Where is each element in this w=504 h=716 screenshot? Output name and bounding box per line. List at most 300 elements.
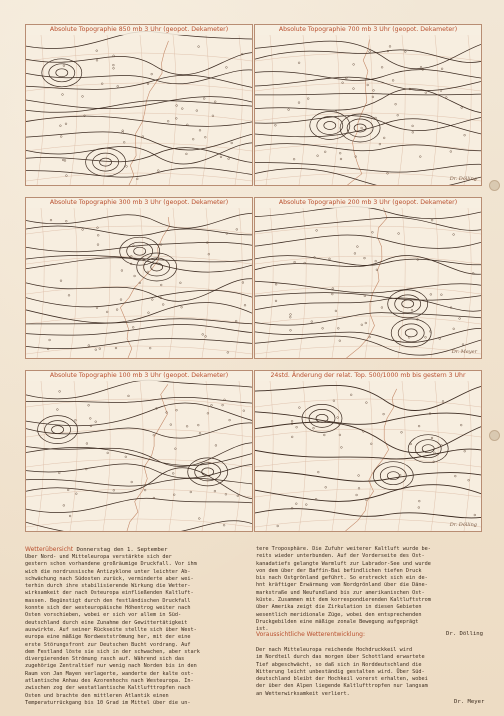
station-marker bbox=[59, 391, 61, 393]
station-marker bbox=[131, 481, 133, 483]
station-marker bbox=[364, 257, 366, 259]
station-marker bbox=[431, 219, 433, 221]
station-marker bbox=[430, 294, 432, 296]
station-marker bbox=[367, 84, 369, 86]
isohypse-contour bbox=[255, 422, 481, 452]
station-marker bbox=[439, 338, 441, 340]
meridian-line bbox=[103, 208, 110, 358]
station-marker bbox=[242, 282, 244, 284]
closed-contour bbox=[310, 112, 350, 140]
parallel-line bbox=[255, 459, 481, 467]
isohypse-contour bbox=[26, 226, 252, 236]
station-marker bbox=[68, 294, 70, 296]
station-marker bbox=[462, 344, 464, 346]
station-marker bbox=[126, 166, 128, 168]
parallel-line bbox=[26, 173, 252, 181]
station-marker bbox=[113, 64, 115, 66]
closed-contour bbox=[86, 148, 126, 176]
station-marker bbox=[181, 108, 183, 110]
isohypse-contour bbox=[26, 319, 252, 324]
station-marker bbox=[425, 336, 427, 338]
station-marker bbox=[147, 271, 149, 273]
station-marker bbox=[96, 307, 98, 309]
station-marker bbox=[412, 131, 414, 133]
map-700mb bbox=[254, 24, 482, 186]
station-marker bbox=[389, 46, 391, 48]
isohypse-contour bbox=[255, 412, 481, 425]
isohypse-contour bbox=[26, 521, 252, 531]
station-marker bbox=[75, 493, 77, 495]
parallel-line bbox=[255, 346, 481, 354]
meridian-line bbox=[202, 381, 209, 531]
station-marker bbox=[151, 299, 153, 301]
isohypse-contour bbox=[26, 168, 252, 177]
station-marker bbox=[130, 255, 132, 257]
station-marker bbox=[199, 432, 201, 434]
station-marker bbox=[298, 102, 300, 104]
contour-map-thickness-change bbox=[255, 371, 481, 531]
punch-hole bbox=[489, 430, 500, 441]
coastline bbox=[346, 389, 397, 531]
station-marker bbox=[125, 456, 127, 458]
parallel-line bbox=[26, 286, 252, 294]
parallel-line bbox=[26, 53, 252, 61]
isohypse-contour bbox=[255, 336, 481, 355]
station-marker bbox=[215, 445, 217, 447]
parallel-line bbox=[255, 143, 481, 151]
station-marker bbox=[420, 66, 422, 68]
closed-contour bbox=[317, 117, 343, 135]
coastline bbox=[348, 40, 370, 186]
station-marker bbox=[460, 424, 462, 426]
parallel-line bbox=[255, 316, 481, 324]
closed-contour bbox=[202, 468, 214, 476]
parallel-line bbox=[255, 226, 481, 234]
meridian-line bbox=[103, 381, 110, 531]
station-marker bbox=[395, 103, 397, 105]
map-300mb bbox=[25, 197, 253, 359]
station-marker bbox=[431, 437, 433, 439]
meridian-line bbox=[202, 35, 209, 185]
station-marker bbox=[361, 324, 363, 326]
meridian-line bbox=[37, 208, 44, 358]
isohypse-contour bbox=[26, 290, 252, 307]
station-marker bbox=[214, 490, 216, 492]
meridian-line bbox=[365, 35, 372, 185]
station-marker bbox=[441, 294, 443, 296]
meridian-line bbox=[136, 208, 143, 358]
closed-contour bbox=[195, 463, 221, 481]
station-marker bbox=[474, 514, 476, 516]
station-marker bbox=[50, 219, 52, 221]
station-marker bbox=[117, 85, 119, 87]
closed-contour bbox=[324, 122, 336, 130]
meridian-line bbox=[398, 35, 405, 185]
station-marker bbox=[142, 136, 144, 138]
map-100mb bbox=[25, 370, 253, 532]
station-marker bbox=[223, 524, 225, 526]
station-marker bbox=[186, 153, 188, 155]
station-marker bbox=[202, 334, 204, 336]
station-marker bbox=[157, 170, 159, 172]
isohypse-contour bbox=[255, 89, 481, 113]
station-marker bbox=[128, 395, 130, 397]
station-marker bbox=[99, 348, 101, 350]
station-marker bbox=[339, 152, 341, 154]
map-thickness-change bbox=[254, 370, 482, 532]
station-marker bbox=[58, 472, 60, 474]
station-marker bbox=[181, 306, 183, 308]
station-marker bbox=[60, 280, 62, 282]
closed-contour bbox=[405, 329, 417, 337]
station-marker bbox=[244, 304, 246, 306]
coastline bbox=[347, 207, 388, 358]
closed-contour bbox=[134, 247, 146, 255]
meridian-line bbox=[332, 208, 339, 358]
forecast-label: Voraussichtliche Wetterentwicklung: bbox=[256, 631, 365, 638]
station-marker bbox=[383, 413, 385, 415]
isohypse-contour bbox=[26, 324, 252, 335]
map-signature: Dr. Meyer bbox=[451, 349, 477, 355]
station-marker bbox=[123, 141, 125, 143]
closed-contour bbox=[45, 421, 71, 439]
closed-contour bbox=[380, 467, 406, 485]
station-marker bbox=[293, 158, 295, 160]
station-marker bbox=[332, 288, 334, 290]
overview-right-column: tere Troposphäre. Die Zufuhr weiterer Kaltluft wurde be- reits wieder unterbunden. Auf der Vorderseite des Ost- kanadatiefs gelangte Warmluft zur Labrador-See und wurde von dem über der Baffin-Bai befindlichen tiefen Druck bis nach Ostgrönland geführt. So erstreckt sich ein de- hnt kräftiger Erwärmung vom Nordgrönland über die Däne- markstraße und Neufundland bis zur amerikanischen Ost- küste. Zusammen mit dem korrespondierenden Kaltluftstrom über Amerika zeigt die Zirkulation in diesen Gebieten wesentlich meridionale Züge, wobei den entsprechenden Druckgebilden eine mäßige zonale Bewegung aufgeprägt ist. bbox=[256, 546, 431, 633]
station-marker bbox=[298, 62, 300, 64]
station-marker bbox=[337, 327, 339, 329]
station-marker bbox=[353, 88, 355, 90]
map-signature: Dr. Dölling bbox=[449, 176, 477, 182]
station-marker bbox=[450, 151, 452, 153]
station-marker bbox=[60, 125, 62, 127]
meridian-line bbox=[70, 381, 77, 531]
station-marker bbox=[176, 409, 178, 411]
contour-map-300mb bbox=[26, 198, 252, 358]
closed-contour bbox=[422, 445, 434, 453]
station-marker bbox=[211, 404, 213, 406]
map-signature: Dr. Dölling bbox=[449, 522, 477, 528]
station-marker bbox=[97, 244, 99, 246]
station-marker bbox=[88, 345, 90, 347]
station-marker bbox=[62, 159, 64, 161]
station-marker bbox=[372, 231, 374, 233]
station-marker bbox=[364, 295, 366, 297]
parallel-line bbox=[26, 226, 252, 234]
station-marker bbox=[373, 90, 375, 92]
station-marker bbox=[95, 421, 97, 423]
isohypse-contour bbox=[26, 397, 252, 403]
station-marker bbox=[317, 471, 319, 473]
meridian-line bbox=[37, 381, 44, 531]
station-marker bbox=[398, 233, 400, 235]
station-marker bbox=[192, 138, 194, 140]
meridian-line bbox=[235, 381, 242, 531]
meridian-line bbox=[398, 381, 405, 531]
closed-contour bbox=[398, 324, 424, 342]
parallel-line bbox=[255, 399, 481, 407]
station-marker bbox=[65, 220, 67, 222]
station-marker bbox=[445, 97, 447, 99]
station-marker bbox=[134, 275, 136, 277]
station-marker bbox=[317, 155, 319, 157]
station-marker bbox=[198, 46, 200, 48]
station-marker bbox=[172, 473, 174, 475]
station-marker bbox=[82, 96, 84, 98]
parallel-line bbox=[255, 256, 481, 264]
station-marker bbox=[275, 300, 277, 302]
station-marker bbox=[288, 109, 290, 111]
station-marker bbox=[96, 50, 98, 52]
station-marker bbox=[229, 419, 231, 421]
station-marker bbox=[333, 400, 335, 402]
station-marker bbox=[419, 156, 421, 158]
parallel-line bbox=[255, 519, 481, 527]
station-marker bbox=[277, 525, 279, 527]
meridian-line bbox=[365, 208, 372, 358]
station-marker bbox=[197, 424, 199, 426]
meridian-line bbox=[431, 381, 438, 531]
isohypse-contour bbox=[255, 385, 481, 410]
isohypse-contour bbox=[255, 217, 481, 232]
station-marker bbox=[121, 270, 123, 272]
station-marker bbox=[291, 436, 293, 438]
parallel-line bbox=[255, 173, 481, 181]
station-marker bbox=[214, 101, 216, 103]
station-marker bbox=[167, 120, 169, 122]
station-marker bbox=[180, 282, 182, 284]
isohypse-contour bbox=[26, 132, 252, 150]
meridian-line bbox=[464, 381, 471, 531]
station-marker bbox=[113, 489, 115, 491]
station-marker bbox=[291, 420, 293, 422]
station-marker bbox=[198, 518, 200, 520]
station-marker bbox=[60, 136, 62, 138]
closed-contour bbox=[316, 414, 328, 422]
station-marker bbox=[366, 402, 368, 404]
station-marker bbox=[275, 283, 277, 285]
isohypse-contour bbox=[255, 77, 481, 91]
parallel-line bbox=[255, 113, 481, 121]
closed-contour bbox=[52, 426, 64, 434]
closed-contour bbox=[395, 295, 421, 313]
isohypse-contour bbox=[255, 313, 481, 325]
station-marker bbox=[153, 434, 155, 436]
station-marker bbox=[311, 321, 313, 323]
isohypse-contour bbox=[255, 144, 481, 151]
station-marker bbox=[136, 178, 138, 180]
station-marker bbox=[375, 117, 377, 119]
meridian-line bbox=[136, 35, 143, 185]
station-marker bbox=[339, 340, 341, 342]
station-marker bbox=[231, 142, 233, 144]
parallel-line bbox=[26, 346, 252, 354]
contour-map-200mb bbox=[255, 198, 481, 358]
map-title: Absolute Topographie 200 mb 3 Uhr (geopot. Dekameter) bbox=[255, 198, 481, 208]
station-marker bbox=[341, 447, 343, 449]
station-marker bbox=[204, 136, 206, 138]
isohypse-contour bbox=[26, 148, 252, 163]
station-marker bbox=[63, 505, 65, 507]
station-marker bbox=[313, 427, 315, 429]
station-marker bbox=[305, 504, 307, 506]
station-marker bbox=[227, 352, 229, 354]
overview-label: Wetterübersicht bbox=[25, 546, 74, 553]
closed-contour bbox=[120, 237, 160, 265]
parallel-line bbox=[255, 53, 481, 61]
isohypse-contour bbox=[255, 235, 481, 248]
station-marker bbox=[290, 314, 292, 316]
closed-contour bbox=[127, 242, 153, 260]
station-marker bbox=[461, 107, 463, 109]
meridian-line bbox=[431, 208, 438, 358]
station-marker bbox=[170, 424, 172, 426]
station-marker bbox=[404, 51, 406, 53]
station-marker bbox=[82, 229, 84, 231]
forecast-author: Dr. Meyer bbox=[454, 699, 485, 705]
map-title: Absolute Topographie 700 mb 3 Uhr (geopot. Dekameter) bbox=[255, 25, 481, 35]
isohypse-contour bbox=[255, 470, 481, 481]
station-marker bbox=[63, 65, 65, 67]
overview-author: Dr. Dölling bbox=[446, 631, 484, 637]
meridian-line bbox=[235, 35, 242, 185]
closed-contour bbox=[144, 258, 170, 276]
station-marker bbox=[75, 419, 77, 421]
station-marker bbox=[199, 129, 201, 131]
station-marker bbox=[410, 443, 412, 445]
parallel-line bbox=[26, 399, 252, 407]
station-marker bbox=[222, 404, 224, 406]
station-marker bbox=[365, 322, 367, 324]
station-marker bbox=[335, 310, 337, 312]
forecast-heading bbox=[256, 631, 365, 639]
isohypse-contour bbox=[26, 380, 252, 399]
station-marker bbox=[88, 404, 90, 406]
overview-heading bbox=[25, 546, 167, 554]
punch-hole bbox=[489, 180, 500, 191]
parallel-line bbox=[26, 143, 252, 151]
station-marker bbox=[95, 349, 97, 351]
map-title: 24std. Änderung der relat. Top. 500/1000 mb bis gestern 3 Uhr bbox=[255, 371, 481, 381]
meridian-line bbox=[235, 208, 242, 358]
station-marker bbox=[228, 158, 230, 160]
closed-contour bbox=[56, 69, 68, 77]
contour-map-850mb bbox=[26, 25, 252, 185]
station-marker bbox=[162, 304, 164, 306]
station-marker bbox=[97, 234, 99, 236]
station-marker bbox=[89, 418, 91, 420]
station-marker bbox=[441, 68, 443, 70]
station-marker bbox=[69, 515, 71, 517]
meridian-line bbox=[332, 381, 339, 531]
station-marker bbox=[401, 431, 403, 433]
map-title: Absolute Topographie 850 mb 3 Uhr (geopot. Dekameter) bbox=[26, 25, 252, 35]
isohypse-contour bbox=[255, 119, 481, 137]
station-marker bbox=[203, 98, 205, 100]
contour-map-100mb bbox=[26, 371, 252, 531]
station-marker bbox=[57, 409, 59, 411]
closed-contour bbox=[38, 416, 78, 444]
station-marker bbox=[464, 450, 466, 452]
isohypse-contour bbox=[26, 403, 252, 426]
station-marker bbox=[375, 260, 377, 262]
station-marker bbox=[144, 489, 146, 491]
station-marker bbox=[236, 229, 238, 231]
isohypse-contour bbox=[255, 41, 481, 69]
station-marker bbox=[392, 80, 394, 82]
station-marker bbox=[350, 394, 352, 396]
station-marker bbox=[353, 64, 355, 66]
isohypse-contour bbox=[255, 298, 481, 311]
forecast-text: Der nach Mitteleuropa reichende Hochdruckkeil wird im Nordteil durch das morgen über Schottland erwartete Tief abgeschwächt, so daß sich in Norddeutschland die Witterung leicht unbeständig gestalten wird. Über Süd- deutschland bleibt der Hochkeil vorerst erhalten, wobei der über den Alpen liegende Kaltlufttropfen nur langsam an Wetterwirksamkeit verliert. bbox=[256, 647, 428, 697]
station-marker bbox=[322, 327, 324, 329]
station-marker bbox=[151, 73, 153, 75]
closed-contour bbox=[408, 435, 448, 463]
closed-contour bbox=[402, 300, 414, 308]
station-marker bbox=[340, 158, 342, 160]
station-marker bbox=[290, 329, 292, 331]
station-marker bbox=[442, 401, 444, 403]
station-marker bbox=[299, 407, 301, 409]
station-marker bbox=[358, 475, 360, 477]
closed-contour bbox=[137, 253, 177, 281]
meridian-line bbox=[70, 35, 77, 185]
station-marker bbox=[381, 66, 383, 68]
station-marker bbox=[323, 434, 325, 436]
isohypse-contour bbox=[255, 293, 481, 301]
closed-contour bbox=[49, 64, 75, 82]
station-marker bbox=[425, 92, 427, 94]
closed-contour bbox=[100, 158, 112, 166]
parallel-line bbox=[26, 519, 252, 527]
station-marker bbox=[454, 475, 456, 477]
isohypse-contour bbox=[26, 97, 252, 109]
station-marker bbox=[196, 110, 198, 112]
map-200mb bbox=[254, 197, 482, 359]
station-marker bbox=[113, 67, 115, 69]
map-title: Absolute Topographie 300 mb 3 Uhr (geopot. Dekameter) bbox=[26, 198, 252, 208]
station-marker bbox=[329, 258, 331, 260]
station-marker bbox=[369, 51, 371, 53]
station-marker bbox=[337, 417, 339, 419]
overview-date: Donnerstag den 1. September bbox=[76, 547, 168, 553]
station-marker bbox=[186, 425, 188, 427]
meridian-line bbox=[37, 35, 44, 185]
station-marker bbox=[331, 293, 333, 295]
station-marker bbox=[243, 410, 245, 412]
station-marker bbox=[160, 284, 162, 286]
station-marker bbox=[116, 309, 118, 311]
isohypse-contour bbox=[255, 256, 481, 275]
station-marker bbox=[148, 312, 150, 314]
station-marker bbox=[64, 160, 66, 162]
station-marker bbox=[354, 253, 356, 255]
station-marker bbox=[357, 246, 359, 248]
meridian-line bbox=[299, 208, 306, 358]
meridian-line bbox=[431, 35, 438, 185]
station-marker bbox=[412, 125, 414, 127]
station-marker bbox=[381, 307, 383, 309]
station-marker bbox=[208, 253, 210, 255]
station-marker bbox=[67, 489, 69, 491]
closed-contour bbox=[42, 59, 82, 87]
station-marker bbox=[149, 347, 151, 349]
station-marker bbox=[468, 479, 470, 481]
station-marker bbox=[324, 151, 326, 153]
isohypse-contour bbox=[26, 464, 252, 478]
meridian-line bbox=[266, 381, 273, 531]
